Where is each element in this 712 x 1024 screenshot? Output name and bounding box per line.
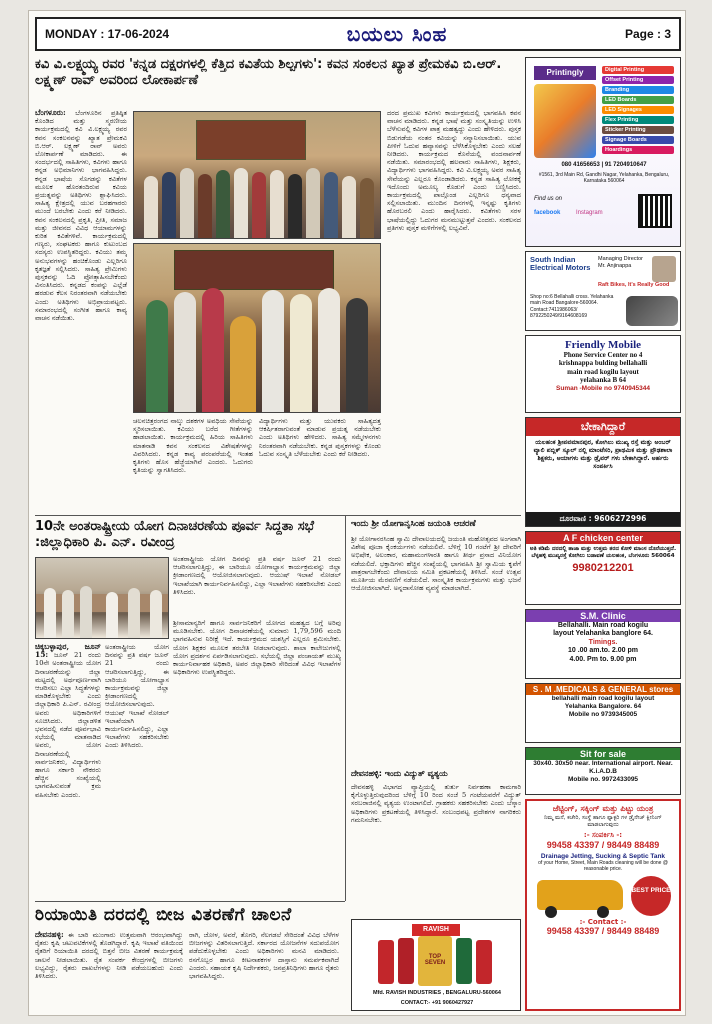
medicals-line2: Yelahanka Bangalore. 64 — [564, 702, 642, 710]
find-us-label: Find us on — [534, 196, 563, 202]
stage-banner — [196, 120, 306, 160]
ravish-line1: Mfd. RAVISH INDUSTRIES , BENGALURU-560064 — [373, 990, 501, 996]
electrical-tagline: Raft Bikes, It's Really Good — [598, 282, 670, 288]
electrical-director: Managing Director Mr. Anjinappa — [598, 256, 643, 269]
friendly-line3: main road kogilu layout — [567, 367, 639, 376]
facebook-link[interactable]: facebook — [534, 210, 561, 216]
clinic-line2: layout Yelahanka banglore 64. — [553, 630, 653, 638]
printing-service-item: Hoardings — [602, 146, 674, 154]
divider-3 — [345, 515, 346, 901]
site-body: 30x40. 30x50 near. International airport. Near. K.i.A.D.B — [533, 760, 673, 775]
product-pack-3 — [456, 938, 472, 984]
jetting-english-sub: of your Home, Street, Main Roads cleaning will be done @ reasonable price. — [538, 860, 668, 872]
truck-wheel-1 — [545, 906, 557, 918]
wanted-ad — [525, 417, 681, 527]
page-number: Page : 3 — [624, 27, 671, 41]
meeting-photo — [35, 557, 169, 639]
printing-service-item: Sticker Printing — [602, 126, 674, 134]
story3-subheadline: ದೇವನಹಳ್ಳಿ: ಇಂದು ವಿದ್ಯುತ್ ವ್ಯತ್ಯಯ — [351, 769, 448, 778]
clinic-timings-label: Timings. — [588, 638, 618, 646]
site-sale-ad — [525, 747, 681, 795]
story1-dateline: ಬೆಂಗಳೂರು: — [35, 109, 66, 117]
clinic-time1: 10 .00 am.to. 2.00 pm — [567, 647, 639, 655]
product-pack-main: TOP SEVEN — [418, 936, 452, 986]
truck-wheel-2 — [597, 906, 609, 918]
wanted-title: ಬೇಕಾಗಿದ್ದಾರೆ — [526, 418, 680, 436]
ads-column — [525, 57, 681, 1011]
jetting-ad — [525, 799, 681, 1011]
medicals-ad — [525, 683, 681, 743]
wanted-body: ಯಲಹಂಕ ಶ್ರೀಪವಮಾನಪುರ, ಕೋಗಿಲು ಮುಖ್ಯ ರಸ್ತೆ ಮತ್ತು ಅಂಬರ್ ವ್ಯಾಲಿ ಪಬ್ಲಿಕ್ ಸ್ಕೂಲ್ ನಲ್ಲಿ ಮಾಂಟೆಸರಿ, ಪ್ರಾಥಮಿಕ ಮತ್ತು ಪ್ರೌಢಶಾಲಾ ಶಿಕ್ಷಕರು, ಆಯಾಗಳು ಮತ್ತು ಡ್ರೈವರ್ ಗಳು ಬೇಕಾಗಿದ್ದಾರೆ. ಅರ್ಹರು ಸಂಪರ್ಕಿಸಿ — [533, 439, 673, 470]
product-pack-2 — [398, 938, 414, 984]
story4-body-a — [35, 931, 183, 1011]
issue-date: MONDAY : 17-06-2024 — [45, 27, 170, 41]
story2-body-b: ಅಂತರಾಷ್ಟ್ರೀಯ ಯೋಗ ದಿನವನ್ನು ಪ್ರತಿ ವರ್ಷ ಜೂನ್ 21 ರಂದು ಆಚರಿಸಲಾಗುತ್ತಿದ್ದು, ಈ ಬಾರಿಯೂ ಯೋಗಾಭ್ಯಾಸ ಕಾರ್ಯಕ್ರಮವನ್ನು ಜಿಲ್ಲಾ ಕ್ರೀಡಾಂಗಣದಲ್ಲಿ ಆಯೋಜಿಸಲಾಗುವುದು. ಆಯುಷ್ ಇಲಾಖೆ ನೋಡಲ್ ಇಲಾಖೆಯಾಗಿ ಕಾರ್ಯನಿರ್ವಹಿಸಲಿದ್ದು, ಎಲ್ಲಾ ಇಲಾಖೆಗಳು ಸಹಕರಿಸಬೇಕು ಎಂದು ತಿಳಿಸಿದರು. — [105, 643, 169, 750]
masthead — [35, 17, 681, 51]
clinic-ad — [525, 609, 681, 679]
product-pack-4 — [476, 940, 492, 984]
story1-body-mid: ವಿದ್ಯಾರ್ಥಿಗಳು ಮತ್ತು ಯುವಕರು ಸಾಹಿತ್ಯದತ್ತ ಆಕರ್ಷಿತರಾಗುವಂತೆ ಮಾಡುವ ಪ್ರಯತ್ನ ನಡೆಯಬೇಕು ಎಂದು ಅತಿಥಿಗಳು ಹೇಳಿದರು. ಸಾಹಿತ್ಯ ಸಮ್ಮೇಳನಗಳು ನಿರಂತರವಾಗಿ ನಡೆಯಬೇಕು. ಕನ್ನಡ ಪುಸ್ತಕಗಳನ್ನು ಕೊಂಡು ಓದುವ ಸಂಸ್ಕೃತಿ ಬೆಳೆಯಬೇಕು ಎಂದು ಕರೆ ನೀಡಿದರು. — [259, 417, 381, 458]
clinic-line1: Bellahalli. Main road kogilu — [557, 622, 649, 629]
chicken-body: ಅತಿ ಕಡಿಮೆ ದರದಲ್ಲಿ ತಾಜಾ ಮತ್ತು ಉತ್ತಮ ತರದ ಕೋಳಿ ಮಾಂಸ ದೊರೆಯುತ್ತದೆ. ಬೆಳ್ಳಹಳ್ಳಿ ಮುಖ್ಯರಸ್ತೆ ಕೋಗಿಲು ಬಡಾವಣೆ ಯಲಹಂಕ, ಬೆಂಗಳೂರು 560064 — [529, 546, 677, 560]
ravish-brand: RAVISH — [412, 924, 460, 936]
jetting-graphic — [527, 874, 679, 918]
jetting-body: ನಿಮ್ಮ ಮನೆ, ಕಚೇರಿ, ಸಂಸ್ಥೆ ಹಾಗೂ ಫ್ಯಾಕ್ಟರಿ ಗಳ ಡ್ರೈನೇಜ್ ಕ್ಲೀನಿಂಗ್ ಮಾಡಲಾಗುವುದು — [544, 815, 662, 828]
story2-body-a-text: ಜೂನ್ 21 ರಂದು 10ನೇ ಅಂತರಾಷ್ಟ್ರೀಯ ಯೋಗ ದಿನಾಚರಣೆಯನ್ನು ಜಿಲ್ಲಾ ಮಟ್ಟದಲ್ಲಿ ಅರ್ಥಪೂರ್ಣವಾಗಿ ಆಚರಿಸಲು ಎಲ್ಲಾ ಸಿದ್ಧತೆಗಳನ್ನು ಮಾಡಿಕೊಳ್ಳಬೇಕು ಎಂದು ಜಿಲ್ಲಾಧಿಕಾರಿ ಪಿ.ಎನ್. ರವೀಂದ್ರ ಅವರು ಅಧಿಕಾರಿಗಳಿಗೆ ಸೂಚಿಸಿದರು. ಜಿಲ್ಲಾಡಳಿತ ಭವನದಲ್ಲಿ ನಡೆದ ಪೂರ್ವಭಾವಿ ಸಭೆಯಲ್ಲಿ ಮಾತನಾಡಿದ ಅವರು, ಯೋಗ ದಿನಾಚರಣೆಯಲ್ಲಿ ಸಾರ್ವಜನಿಕರು, ವಿದ್ಯಾರ್ಥಿಗಳು ಹಾಗೂ ಸರ್ಕಾರಿ ನೌಕರರು ಹೆಚ್ಚಿನ ಸಂಖ್ಯೆಯಲ್ಲಿ ಭಾಗವಹಿಸುವಂತೆ ಕ್ರಮ ವಹಿಸಬೇಕು ಎಂದರು. — [35, 651, 101, 799]
chicken-phone: 9980212201 — [572, 562, 634, 575]
jetting-english: Drainage Jetting, Sucking & Septic Tank — [540, 853, 666, 860]
story1-body-bottom: ಚಲನಚಿತ್ರರಂಗದ ನಾಲ್ಕು ದಶಕಗಳ ಅವಧಿಯ ಸೇವೆಯನ್ನು ಸ್ಮರಿಸಲಾಯಿತು. ಕವಿಯು ಬರೆದ ಗೀತೆಗಳನ್ನು ಹಾಡಲಾಯಿತು. ಕಾರ್ಯಕ್ರಮದಲ್ಲಿ ಹಿರಿಯ ಸಾಹಿತಿಗಳು ಮಾತನಾಡಿ ಕವನ ಸಂಕಲನದ ವಿಶೇಷತೆಗಳನ್ನು ವಿವರಿಸಿದರು. ಕನ್ನಡ ಕಾವ್ಯ ಪರಂಪರೆಯಲ್ಲಿ ಇಂತಹ ಕೃತಿಗಳು ಹೊಸ ಹೆಜ್ಜೆಯಾಗಿವೆ ಎಂದರು. ಓದುಗರು ಕೃತಿಯನ್ನು ಸ್ವಾಗತಿಸಿದರು. — [133, 417, 253, 475]
printing-phone: 080 41656653 | 91 7204910647 — [561, 162, 647, 168]
event-photo-top — [133, 111, 381, 239]
medicals-mobile: Mobile no 9739345005 — [568, 710, 638, 718]
friendly-mobile: Suman -Mobile no 9740945344 — [556, 384, 650, 392]
divider-2 — [35, 901, 345, 902]
divider-1 — [35, 515, 521, 516]
director-photo — [652, 256, 676, 282]
printing-service-item: LED Signages — [602, 106, 674, 114]
story2-body-d-text: ಅಂತರಾಷ್ಟ್ರೀಯ ಯೋಗ ದಿನವನ್ನು ಪ್ರತಿ ವರ್ಷ ಜೂನ್ 21 ರಂದು ಆಚರಿಸಲಾಗುತ್ತಿದ್ದು, ಈ ಬಾರಿಯೂ ಯೋಗಾಭ್ಯಾಸ ಕಾರ್ಯಕ್ರಮವನ್ನು ಜಿಲ್ಲಾ ಕ್ರೀಡಾಂಗಣದಲ್ಲಿ ಆಯೋಜಿಸಲಾಗುವುದು. ಆಯುಷ್ ಇಲಾಖೆ ನೋಡಲ್ ಇಲಾಖೆಯಾಗಿ ಕಾರ್ಯನಿರ್ವಹಿಸಲಿದ್ದು, ಎಲ್ಲಾ ಇಲಾಖೆಗಳು ಸಹಕರಿಸಬೇಕು ಎಂದು ತಿಳಿಸಿದರು. — [173, 555, 341, 596]
story3-headline: ಇಂದು ಶ್ರೀ ಯೋಗಾನೃಸಿಂಹ ಜಯಂತಿ ಆಚರಣೆ — [351, 519, 476, 529]
story1-body-right: ದರದ ಪ್ರಮುಖ ಕವಿಗಳು ಕಾರ್ಯಕ್ರಮದಲ್ಲಿ ಭಾಗವಹಿಸಿ ಕವನ ವಾಚನ ಮಾಡಿದರು. ಕನ್ನಡ ಭಾಷೆ ಮತ್ತು ಸಂಸ್ಕೃತಿಯನ್ನು ಉಳಿಸಿ ಬೆಳೆಸುವಲ್ಲಿ ಕವಿಗಳ ಪಾತ್ರ ಮಹತ್ವದ್ದು ಎಂದು ಹೇಳಿದರು. ಪುಸ್ತಕ ಬಿಡುಗಡೆಯ ನಂತರ ಕವಿಯನ್ನು ಸನ್ಮಾನಿಸಲಾಯಿತು. ಯುವ ಪೀಳಿಗೆ ಓದುವ ಹವ್ಯಾಸವನ್ನು ಬೆಳೆಸಿಕೊಳ್ಳಬೇಕು ಎಂದು ಸಲಹೆ ನೀಡಿದರು. ಕಾರ್ಯಕ್ರಮದ ಕೊನೆಯಲ್ಲಿ ವಂದನಾರ್ಪಣೆ ನಡೆಯಿತು. ಸಮಾರಂಭದಲ್ಲಿ ಹಲವಾರು ಸಾಹಿತಿಗಳು, ಶಿಕ್ಷಕರು, ವಿದ್ಯಾರ್ಥಿಗಳು ಭಾಗವಹಿಸಿದ್ದರು. ಕವಿ ವಿ.ಲಕ್ಷ್ಮಯ್ಯ ಅವರ ಸಾಹಿತ್ಯ ಸೇವೆಯನ್ನು ಎಲ್ಲರೂ ಕೊಂಡಾಡಿದರು. ಕನ್ನಡ ಸಾಹಿತ್ಯ ಲೋಕಕ್ಕೆ ಇದೊಂದು ಅಮೂಲ್ಯ ಕೊಡುಗೆ ಎಂದು ಬಣ್ಣಿಸಿದರು. ಕಾರ್ಯಕ್ರಮದಲ್ಲಿ ಪಾಲ್ಗೊಂಡ ಎಲ್ಲರಿಗೂ ಧನ್ಯವಾದ ಸಲ್ಲಿಸಲಾಯಿತು. ಮುಂದಿನ ದಿನಗಳಲ್ಲಿ ಇನ್ನಷ್ಟು ಕೃತಿಗಳು ಹೊರಬರಲಿ ಎಂದು ಹಾರೈಸಿದರು. ಕವಿತೆಗಳು ಸರಳ ಭಾಷೆಯಲ್ಲಿದ್ದು ಓದುಗರ ಮನಮುಟ್ಟುತ್ತವೆ ಎಂದರು. ಸಂಕಲನದ ಪ್ರತಿಗಳು ಪುಸ್ತಕ ಮಳಿಗೆಗಳಲ್ಲಿ ಲಭ್ಯವಿವೆ. — [387, 109, 521, 232]
main-column — [35, 57, 521, 1011]
jetting-phones-2: 99458 43397 / 98449 88489 — [546, 926, 660, 936]
electrical-ad — [525, 251, 681, 331]
printing-service-item: LED Boards — [602, 96, 674, 104]
scooter-image — [626, 296, 678, 326]
friendly-line2: krishnappa bulding bellahalli — [558, 359, 648, 368]
chicken-title: A F chicken center — [526, 532, 680, 544]
printing-graphic — [534, 84, 596, 158]
clinic-title: S.M. Clinic — [526, 610, 680, 622]
story4-body-b: ರಾಗಿ, ಜೋಳ, ಅವರೆ, ತೊಗರಿ, ನೆಲಗಡಲೆ ಸೇರಿದಂತೆ ವಿವಿಧ ಬೆಳೆಗಳ ಬೀಜಗಳನ್ನು ವಿತರಿಸಲಾಗುತ್ತಿದೆ. ಸರ್ಕಾರದ ಯೋಜನೆಗಳ ಸದುಪಯೋಗ ಪಡೆದುಕೊಳ್ಳಬೇಕು ಎಂದು ಅಧಿಕಾರಿಗಳು ಮನವಿ ಮಾಡಿದರು. ರಸಗೊಬ್ಬರ ಹಾಗೂ ಕೀಟನಾಶಕಗಳ ದಾಸ್ತಾನು ಸಮರ್ಪಕವಾಗಿದೆ ಎಂದರು. ಸಹಾಯಕ ಕೃಷಿ ನಿರ್ದೇಶಕರು, ಜನಪ್ರತಿನಿಧಿಗಳು ಹಾಗೂ ರೈತರು ಭಾಗವಹಿಸಿದ್ದರು. — [189, 931, 339, 981]
newspaper-title: ಬಯಲು ಸಿಂಹ — [346, 22, 448, 46]
story1-body-left-text: ಬೆಂಗಳೂರಿನ ಪ್ರತಿಷ್ಠಿತ ಕೊಂಡಿದ ಮತ್ತು ಸ್ಮರಣೀಯ ಕಾರ್ಯಕ್ರಮದಲ್ಲಿ ಕವಿ ವಿ.ಲಕ್ಷ್ಮಯ್ಯ ರವರ ಕವನ ಸಂಕಲನವನ್ನು ಖ್ಯಾತ ಪ್ರೇಮಕವಿ ಬಿ.ಆರ್. ಲಕ್ಷ್ಮಣ್ ರಾವ್ ಅವರು ಲೋಕಾರ್ಪಣೆ ಮಾಡಿದರು. ಈ ಸಂದರ್ಭದಲ್ಲಿ ಸಾಹಿತಿಗಳು, ಕವಿಗಳು ಹಾಗೂ ಕನ್ನಡ ಅಭಿಮಾನಿಗಳು ಭಾಗವಹಿಸಿದ್ದರು. ಕನ್ನಡ ಭಾಷೆಯ ಸೊಗಡನ್ನು ಕವಿತೆಗಳ ಮೂಲಕ ಹೊರತಂದಿರುವ ಕವಿಯ ಪ್ರಯತ್ನವನ್ನು ಅತಿಥಿಗಳು ಶ್ಲಾಘಿಸಿದರು. ಸಾಹಿತ್ಯ ಕ್ಷೇತ್ರದಲ್ಲಿ ಯುವ ಬರಹಗಾರರು ಮುಂದೆ ಬರಬೇಕು ಎಂದು ಕರೆ ನೀಡಿದರು. ಕವನ ಸಂಕಲನದಲ್ಲಿ ಪ್ರಕೃತಿ, ಪ್ರೀತಿ, ಸಮಾಜ ಮತ್ತು ಜೀವನದ ವಿವಿಧ ಆಯಾಮಗಳನ್ನು ಕುರಿತ ಕವಿತೆಗಳಿವೆ. ಕಾರ್ಯಕ್ರಮದಲ್ಲಿ ಗಣ್ಯರು, ಸಂಘಟಕರು ಹಾಗೂ ಕುಟುಂಬದ ಸದಸ್ಯರು ಉಪಸ್ಥಿತರಿದ್ದರು. ಕವಿಯು ತಮ್ಮ ಅನುಭವಗಳನ್ನು ಹಂಚಿಕೊಂಡು ಎಲ್ಲರಿಗೂ ಕೃತಜ್ಞತೆ ಸಲ್ಲಿಸಿದರು. ಸಾಹಿತ್ಯ ಪ್ರೇಮಿಗಳು ಪುಸ್ತಕವನ್ನು ಓದಿ ಪ್ರೋತ್ಸಾಹಿಸಬೇಕೆಂದು ವಿನಂತಿಸಿದರು. ಕನ್ನಡದ ಕಂಪನ್ನು ಎಲ್ಲೆಡೆ ಹರಡುವ ಕೆಲಸ ನಿರಂತರವಾಗಿ ನಡೆಯಬೇಕು ಎಂದು ಅತಿಥಿಗಳು ಅಭಿಪ್ರಾಯಪಟ್ಟರು. ಸಮಾರಂಭದಲ್ಲಿ ಸಂಗೀತ ಹಾಗೂ ಕಾವ್ಯ ವಾಚನ ನಡೆಯಿತು. — [35, 109, 127, 323]
best-price-badge: BEST PRICE — [631, 876, 671, 916]
printing-service-item: Flex Printing — [602, 116, 674, 124]
wanted-phone: ದೂರವಾಣಿ : 9606272996 — [526, 512, 680, 526]
site-mobile: Mobile no. 9972433095 — [567, 775, 639, 783]
friendly-line1: Phone Service Center no 4 — [563, 351, 643, 359]
friendly-mobile-ad — [525, 335, 681, 413]
story2-dateline: ಚಿಕ್ಕಬಳ್ಳಾಪುರ, ಜೂನ್ 15: — [35, 643, 101, 660]
story1-body-left — [35, 109, 127, 511]
stage-banner-2 — [174, 250, 334, 290]
jetting-title: ಜೆಟ್ಟಿಂಗ್, ಸಕ್ಕಿಂಗ್ ಮತ್ತು ಪಿಟ್ಟು ಯಂತ್ರ — [552, 804, 654, 813]
story3-subbody: ದೇವನಹಳ್ಳಿ ವಿಭಾಗದ ವ್ಯಾಪ್ತಿಯಲ್ಲಿ ತುರ್ತು ನಿರ್ವಹಣಾ ಕಾಮಗಾರಿ ಕೈಗೊಳ್ಳುತ್ತಿರುವುದರಿಂದ ಬೆಳಿಗ್ಗೆ 10 ರಿಂದ ಸಂಜೆ 5 ಗಂಟೆಯವರೆಗೆ ವಿದ್ಯುತ್ ಸರಬರಾಜಿನಲ್ಲಿ ವ್ಯತ್ಯಯ ಉಂಟಾಗಲಿದೆ. ಗ್ರಾಹಕರು ಸಹಕರಿಸಬೇಕು ಎಂದು ಬೆಸ್ಕಾಂ ಅಧಿಕಾರಿಗಳು ಪ್ರಕಟಣೆಯಲ್ಲಿ ತಿಳಿಸಿದ್ದಾರೆ. ಸಂಬಂಧಪಟ್ಟ ಪ್ರದೇಶಗಳ ನಾಗರಿಕರು ಗಮನಿಸಬೇಕು. — [351, 783, 521, 824]
story4-dateline: ದೇವನಹಳ್ಳಿ: — [35, 931, 64, 939]
story2-body-d — [173, 555, 341, 615]
jetting-contact-label-2: :- Contact :- — [579, 918, 627, 926]
printing-brand: Printingly — [534, 66, 596, 80]
printing-services — [602, 66, 674, 156]
friendly-title: Friendly Mobile — [564, 339, 642, 351]
story2-body-c: ಶ್ರೀಸಾಮಾನ್ಯರಿಗೆ ಹಾಗೂ ಸಾರ್ವಜನಿಕರಿಗೆ ಯೋಗದ ಮಹತ್ವದ ಬಗ್ಗೆ ಅರಿವು ಮೂಡಿಸಬೇಕು. ಯೋಗ ದಿನಾಚರಣೆಯಲ್ಲಿ ಸುಮಾರು 1,79,596 ಮಂದಿ ಭಾಗವಹಿಸುವ ನಿರೀಕ್ಷೆ ಇದೆ. ಕಾರ್ಯಕ್ರಮದ ಯಶಸ್ಸಿಗೆ ಎಲ್ಲರೂ ಶ್ರಮಿಸಬೇಕು. ಯೋಗ ಶಿಕ್ಷಕರ ಮೂಲಕ ತರಬೇತಿ ನೀಡಲಾಗುವುದು. ಶಾಲಾ ಕಾಲೇಜುಗಳಲ್ಲಿ ಯೋಗ ಪ್ರದರ್ಶನ ಏರ್ಪಡಿಸಲಾಗುವುದು. ಸಭೆಯಲ್ಲಿ ಜಿಲ್ಲಾ ಪಂಚಾಯತ್ ಮುಖ್ಯ ಕಾರ್ಯನಿರ್ವಾಹಕ ಅಧಿಕಾರಿ, ಅಪರ ಜಿಲ್ಲಾಧಿಕಾರಿ ಸೇರಿದಂತೆ ವಿವಿಧ ಇಲಾಖೆಗಳ ಅಧಿಕಾರಿಗಳು ಉಪಸ್ಥಿತರಿದ್ದರು. — [173, 619, 341, 677]
story2-headline: 10ನೇ ಅಂತರಾಷ್ಟ್ರೀಯ ಯೋಗ ದಿನಾಚರಣೆಯ ಪೂರ್ವ ಸಿದ್ದತಾ ಸಭೆ :ಜಿಲ್ಲಾಧಿಕಾರಿ ಪಿ. ಎನ್. ರವೀಂದ್ರ — [35, 519, 315, 551]
printing-service-item: Digital Printing — [602, 66, 674, 74]
story4-headline: ರಿಯಾಯಿತಿ ದರದಲ್ಲಿ ಬೀಜ ವಿತರಣೆಗೆ ಚಾಲನೆ — [35, 905, 292, 925]
newspaper-page — [28, 10, 686, 1016]
jetting-phones: 99458 43397 / 98449 88489 — [546, 840, 660, 850]
printing-service-item: Offset Printing — [602, 76, 674, 84]
printing-service-item: Branding — [602, 86, 674, 94]
medicals-line1: bellahalli main road kogilu layout — [551, 695, 655, 703]
instagram-link[interactable]: Instagram — [576, 210, 603, 216]
qr-code-icon — [638, 194, 672, 228]
story4-body-a-text: ಈ ಬಾರಿ ಮುಂಗಾರು ಉತ್ತಮವಾಗಿ ಆರಂಭವಾಗಿದ್ದು ರೈತರು ಕೃಷಿ ಚಟುವಟಿಕೆಗಳಲ್ಲಿ ತೊಡಗಿದ್ದಾರೆ. ಕೃಷಿ ಇಲಾಖೆ ವತಿಯಿಂದ ರೈತರಿಗೆ ರಿಯಾಯಿತಿ ದರದಲ್ಲಿ ಬಿತ್ತನೆ ಬೀಜ ವಿತರಣೆ ಕಾರ್ಯಕ್ರಮಕ್ಕೆ ಚಾಲನೆ ನೀಡಲಾಯಿತು. ರೈತ ಸಂಪರ್ಕ ಕೇಂದ್ರಗಳಲ್ಲಿ ಬೀಜಗಳು ಲಭ್ಯವಿದ್ದು, ರೈತರು ದಾಖಲೆಗಳನ್ನು ನೀಡಿ ಪಡೆಯಬಹುದು ಎಂದು ತಿಳಿಸಿದರು. — [35, 931, 183, 981]
medicals-title: S . M .MEDICALS & GENERAL stores — [526, 684, 680, 695]
chicken-ad — [525, 531, 681, 605]
site-title: Sit for sale — [526, 748, 680, 760]
clinic-time2: 4.00. Pm to. 9.00 pm — [569, 655, 637, 663]
printing-ad — [525, 57, 681, 247]
story1-headline: ಕವಿ ವಿ.ಲಕ್ಷ್ಮಯ್ಯ ರವರ 'ಕನ್ನಡ ದಕ್ಷರಗಳಲ್ಲಿ ಕೆತ್ತಿದ ಕವಿತೆಯ ಶಿಲ್ಪಗಳು': ಕವನ ಸಂಕಲನ ಖ್ಯಾತ ಪ್ರೇಮಕವಿ ಬಿ.ಆರ್. ಲಕ್ಷ್ಮಣ್ ರಾವ್ ಅವರಿಂದ ಲೋಕಾರ್ಪಣೆ — [35, 57, 502, 89]
electrical-shop: Shop no:6 Bellahalli cross. Yelahanka main Road Bangalore-560064. Contact:7411986063/ 8792250249/9164608169 — [530, 294, 614, 319]
ravish-line2: CONTACT:- +91 9060427927 — [400, 1000, 474, 1006]
friendly-line4: yelahanka B 64 — [580, 376, 626, 385]
product-pack-1 — [378, 940, 394, 984]
printing-service-item: Signage Boards — [602, 136, 674, 144]
story2-body-a — [35, 643, 101, 897]
printing-address: #1561, 3rd Main Rd, Gandhi Nagar, Yelahanka, Bengaluru, Karnataka 560064 — [538, 172, 670, 184]
ravish-ad — [351, 919, 521, 1011]
event-photo-bottom — [133, 243, 381, 413]
story3-body: ಶ್ರೀ ಯೋಗಾನರಸಿಂಹ ಸ್ವಾಮಿ ದೇವಾಲಯದಲ್ಲಿ ಜಯಂತಿ ಮಹೋತ್ಸವದ ಅಂಗವಾಗಿ ವಿಶೇಷ ಪೂಜಾ ಕೈಂಕರ್ಯಗಳು ನಡೆಯಲಿವೆ. ಬೆಳಿಗ್ಗೆ 10 ಗಂಟೆಗೆ ಶ್ರೀ ದೇವರಿಗೆ ಅಭಿಷೇಕ, ಅಲಂಕಾರ, ಮಹಾಮಂಗಳಾರತಿ ಹಾಗೂ ತೀರ್ಥ ಪ್ರಸಾದ ವಿನಿಯೋಗ ನಡೆಯಲಿದೆ. ಭಕ್ತಾದಿಗಳು ಹೆಚ್ಚಿನ ಸಂಖ್ಯೆಯಲ್ಲಿ ಭಾಗವಹಿಸಿ ಶ್ರೀ ಸ್ವಾಮಿಯ ಕೃಪೆಗೆ ಪಾತ್ರರಾಗಬೇಕೆಂದು ದೇವಾಲಯ ಸಮಿತಿ ಪ್ರಕಟಣೆಯಲ್ಲಿ ತಿಳಿಸಿದೆ. ಸಂಜೆ ಉತ್ಸವ ಮೂರ್ತಿಯ ಮೆರವಣಿಗೆ ನಡೆಯಲಿದೆ. ಸಾಂಸ್ಕೃತಿಕ ಕಾರ್ಯಕ್ರಮಗಳು ಮತ್ತು ಭಜನೆ ಆಯೋಜಿಸಲಾಗಿದೆ. ಅನ್ನದಾಸೋಹ ವ್ಯವಸ್ಥೆ ಮಾಡಲಾಗಿದೆ. — [351, 535, 521, 593]
electrical-name: South Indian Electrical Motors — [530, 255, 591, 273]
jetting-contact-label: :- ಸಂಪರ್ಕಿಸಿ -: — [583, 831, 623, 839]
